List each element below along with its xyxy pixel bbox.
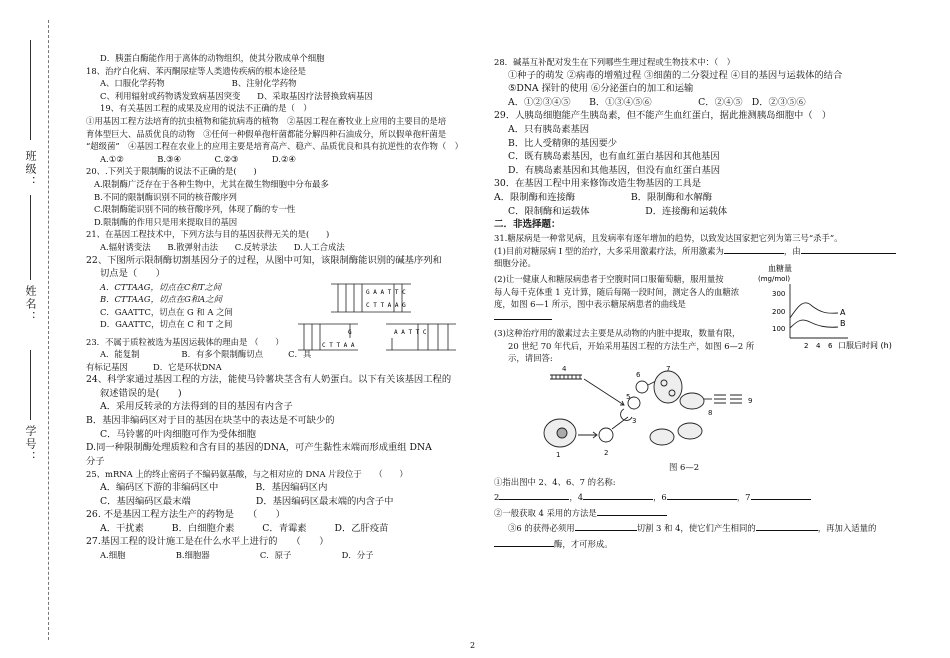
fig-num-1: 1 — [556, 451, 561, 460]
left-line-l15: 21、在基因工程技术中，下列方法与目的基因获得无关的是( ) — [86, 229, 330, 240]
q31-p1c: 细胞分泌。 — [494, 258, 536, 269]
fig-left-seq: C T T A A — [322, 341, 355, 349]
blank-method[interactable] — [597, 515, 667, 516]
left-line-l16: A.辐射诱变法 B.散弹射击法 C.反转录法 D.人工合成法 — [100, 241, 345, 252]
left2-line-m4: 24、科学家通过基因工程的方法，能使马铃薯块茎含有人奶蛋白。以下有关该基因工程的 — [86, 374, 452, 386]
left2-line-m1: 23．不属于质粒被选为基因运载体的理由是 （ ） — [86, 336, 284, 347]
id-label: 学号： — [24, 425, 37, 464]
left-column — [86, 52, 478, 562]
q22-option-b: B．CTTAAG，切点在G和A之间 — [100, 294, 222, 305]
series-b-label: B — [840, 319, 846, 329]
left2-line-m16: 27.基因工程的设计施工是在什么水平上进行的 （ ） — [86, 536, 329, 548]
chart-yunit: (mg/mol) — [758, 275, 791, 284]
left-questions-23-27 — [86, 336, 478, 562]
name-line — [30, 195, 31, 280]
left-line-l11: A.限制酶广泛存在于各种生物中，尤其在微生物细胞中分布最多 — [94, 178, 329, 189]
left2-line-m2: A．能复制 B．有多个限制酶切点 C．具 — [100, 349, 312, 360]
q22-stem: 22、下图所示限制酶切割基因分子的过程，从图中可知，该限制酶能识别的碱基序列和 — [86, 254, 442, 266]
left2-line-m13: C．基因编码区最末端 D．基因编码区最末端的内含子中 — [100, 495, 394, 507]
q31-sub1: ①指出图中 2、4、6、7 的名称: — [494, 476, 616, 487]
blank-ligase[interactable] — [494, 546, 554, 547]
xtick-4: 4 — [816, 342, 821, 351]
fig-6-2-caption: 图 6—2 — [668, 462, 700, 473]
xtick-2: 2 — [804, 342, 809, 351]
right-column — [494, 56, 894, 551]
label-4: ，4 — [569, 492, 584, 503]
fig-top-seq: G A A T T C — [366, 288, 406, 296]
series-a-label: A — [840, 308, 846, 318]
class-line — [30, 40, 31, 140]
blank-2[interactable] — [499, 499, 569, 500]
q22-option-d: D．GAATTC，切点在 C 和 T 之间 — [100, 319, 233, 330]
blank-curve[interactable] — [494, 319, 552, 320]
q31-p2a: (2)让一健康人和糖尿病患者于空腹时同口服葡萄糖，服用量按 — [494, 273, 724, 284]
class-label: 班级： — [24, 150, 37, 189]
seal-line — [48, 20, 49, 640]
fig-num-5: 5 — [626, 393, 631, 402]
q31-sub3-line2 — [494, 538, 894, 551]
q31-sub3c: ，再加入适量的 — [817, 523, 877, 534]
left-questions-18-21 — [86, 52, 478, 254]
blank-enzyme[interactable] — [575, 530, 637, 531]
label-6: ，6 — [653, 492, 667, 503]
right-line-r10: 30．在基因工程中用来修饰改造生物基因的工具是 — [494, 178, 702, 190]
name-label: 姓名： — [24, 285, 37, 324]
left-line-l14: D.限制酶的作用只是用来提取目的基因 — [94, 216, 238, 227]
right-line-r7: B．比人受精卵的基因要少 — [508, 137, 618, 149]
q31-p3c: 示，请回答: — [508, 353, 553, 364]
left-line-l7: 育体型巨大、品质优良的动物 ③任何一种假单孢杆菌都能分解四种石油成分，所以假单孢杆菌是 — [86, 128, 447, 139]
right-line-r5: 29．人胰岛细胞能产生胰岛素，但不能产生血红蛋白，据此推测胰岛细胞中（ ） — [494, 110, 832, 122]
left-line-l3: A、口服化学药物 B、注射化学药物 — [100, 78, 297, 89]
fig-num-2: 2 — [604, 449, 609, 458]
blank-6[interactable] — [667, 499, 737, 500]
right-line-r2: ①种子的萌发 ②病毒的增殖过程 ③细菌的二分裂过程 ④目的基因与运载体的结合 — [508, 69, 843, 81]
left2-line-m6: A．采用反转录的方法得到的目的基因有内含子 — [100, 401, 293, 413]
fig-right-seq: A A T T C — [394, 328, 427, 336]
blank-cell[interactable] — [801, 253, 896, 254]
q31-p3b: 20 世纪 70 年代后，开始采用基因工程的方法生产，如图 6—2 所 — [508, 340, 755, 351]
binding-margin — [0, 0, 60, 658]
q31-p2c: 度，如图 6—1 所示，图中表示糖尿病患者的曲线是 — [494, 299, 686, 310]
left-line-l9: A.①② B.③④ C.②③ D.②④ — [100, 153, 296, 164]
q31-p1a: (1)目前对糖尿病 I 型的治疗，大多采用激素疗法，所用激素为 — [494, 245, 724, 256]
left2-line-m10: 分子 — [86, 455, 105, 467]
fig-num-3: 3 — [632, 417, 637, 426]
fig-num-9: 9 — [748, 397, 753, 406]
blank-7[interactable] — [751, 499, 811, 500]
left-line-l2: 18、治疗白化病、苯丙酮尿症等人类遗传疾病的根本途径是 — [86, 65, 307, 76]
left2-line-m12: A．编码区下游的非编码区中 B．基因编码区内 — [100, 482, 328, 494]
blood-sugar-chart — [758, 262, 892, 354]
xtick-6: 6 — [828, 342, 833, 351]
q22-option-c: C．GAATTC，切点在 G 和 A 之间 — [100, 306, 233, 317]
section-2-heading: 二．非选择题： — [494, 219, 561, 231]
q22-stem2: 切点是（ ） — [100, 268, 166, 280]
label-7: ，7 — [736, 492, 751, 503]
right-line-r9: D．有胰岛素基因和其他基因，但没有血红蛋白基因 — [508, 164, 720, 176]
left-line-l6: ①用基因工程方法培育的抗虫植物和能抗病毒的植物 ②基因工程在畜牧业上应用的主要目的是培 — [86, 115, 447, 126]
ytick-200: 200 — [772, 308, 786, 317]
q31-sub3b: 切割 3 和 4，使它们产生相同的 — [636, 523, 756, 534]
left2-line-m8: C．马铃薯的叶肉细胞可作为受体细胞 — [100, 428, 256, 440]
fig-num-8: 8 — [708, 409, 713, 418]
right-line-r1: 28．碱基互补配对发生在下列哪些生理过程或生物技术中：（ ） — [494, 57, 735, 67]
q31-p3a: (3)这种治疗用的激素过去主要是从动物的内脏中提取，数量有限， — [494, 328, 741, 339]
q31-stem: 31.糖尿病是一种常见病，且发病率有逐年增加的趋势，以致发达国家把它列为第三号“杀手”。 — [494, 233, 843, 244]
q22-option-a: A．CTTAAG，切点在C和T之间 — [100, 281, 222, 292]
left2-line-m9: D.同一种限制酶处理质粒和含有目的基因的DNA，可产生黏性末端而形成重组 DNA — [86, 442, 432, 454]
left-line-l5: 19、有关基因工程的成果及应用的说法不正确的是（ ） — [100, 103, 312, 114]
id-line — [30, 350, 31, 420]
left-line-l13: C.限制酶能识别不同的核苷酸序列，体现了酶的专一性 — [94, 204, 296, 215]
curve-a — [790, 303, 838, 318]
fig-num-7: 7 — [666, 365, 671, 374]
q31-sub3d: 酶，才可形成。 — [554, 539, 613, 550]
q31-sub1-blanks — [494, 491, 894, 504]
figure-6-2 — [542, 365, 894, 461]
left2-line-m7: B．基因非编码区对于目的基因在块茎中的表达是不可缺少的 — [86, 415, 335, 427]
q31-sub3a: ③6 的获得必须用 — [508, 523, 575, 534]
restriction-enzyme-figure — [296, 282, 466, 352]
dna-cut-diagram — [296, 282, 466, 354]
blank-ends[interactable] — [756, 530, 818, 531]
fig-num-4: 4 — [562, 365, 567, 374]
right-line-r4: A．①②③④⑤ B．①③④⑤⑥ C．②④⑤ D．②③⑤⑥ — [508, 96, 806, 108]
q31-part1 — [494, 245, 894, 258]
q31-sub2 — [494, 507, 894, 520]
right-line-r6: A．只有胰岛素基因 — [508, 123, 590, 135]
left-line-l1: D．胰蛋白酶能作用于离体的动物组织，使其分散成单个细胞 — [100, 53, 325, 63]
gene-engineering-diagram — [542, 365, 772, 461]
left-line-l12: B.不同的限制酶识别不同的核苷酸序列 — [94, 191, 237, 202]
right-line-r3: ⑤DNA 探针的使用 ⑥分泌蛋白的加工和运输 — [508, 83, 694, 95]
left2-line-m5: 叙述错误的是( ) — [100, 387, 182, 399]
page-number: 2 — [470, 641, 476, 650]
left2-line-m15: A．干扰素 B．白细胞介素 C．青霉素 D．乙肝疫苗 — [100, 522, 389, 534]
chart-xlabel: 口服后时间 (h) — [838, 341, 892, 351]
left2-line-m3: 有标记基因 D．它是环状DNA — [86, 361, 222, 372]
blank-hormone[interactable] — [724, 253, 784, 254]
left2-line-m17: A.细胞 B.细胞器 C．原子 D．分子 — [100, 550, 374, 560]
right-line-r8: C．既有胰岛素基因，也有血红蛋白基因和其他基因 — [508, 151, 720, 163]
fig-top-seq2: C T T A A G — [366, 301, 406, 309]
ytick-300: 300 — [772, 290, 786, 299]
q31-sub3 — [494, 522, 894, 535]
right-questions-28-30 — [494, 56, 894, 218]
fig-g-label: G — [348, 328, 352, 336]
fig-num-6: 6 — [636, 371, 641, 380]
ytick-100: 100 — [772, 325, 786, 334]
curve-b — [790, 320, 838, 328]
right-line-r11: A．限制酶和连接酶 B．限制酶和水解酶 — [494, 191, 713, 203]
q31-sub2-text: ②一般获取 4 采用的方法是 — [494, 507, 597, 518]
chart-ylabel: 血糖量 — [768, 264, 792, 274]
question-31 — [494, 232, 894, 551]
left-line-l8: “超级菌” ④基因工程在农业上的应用主要是培育高产、稳产、品质优良和具有抗逆性的农作物（ ） — [86, 141, 464, 152]
q31-p2b: 每人每千克体重 1 克计算，随后每隔一段时间，测定各人的血糖浓 — [494, 286, 740, 297]
left-line-l4: C、利用辐射或药物诱发致病基因突变 D、采取基因疗法替换致病基因 — [100, 90, 373, 101]
chart-6-1 — [758, 262, 894, 354]
left-line-l10: 20、.下列关于限制酶的说法不正确的是( ) — [86, 166, 257, 177]
left2-line-m14: 26. 不是基因工程方法生产的药物是 （ ） — [86, 509, 286, 521]
blank-4[interactable] — [583, 499, 653, 500]
right-line-r12: C．限制酶和运载体 D．连接酶和运载体 — [508, 205, 728, 217]
q31-p1b: ，由 — [783, 245, 801, 256]
label-2: 2 — [494, 492, 500, 503]
left2-line-m11: 25、mRNA 上的终止密码子不编码氨基酸，与之相对应的 DNA 片段位于 （ ） — [86, 469, 408, 480]
